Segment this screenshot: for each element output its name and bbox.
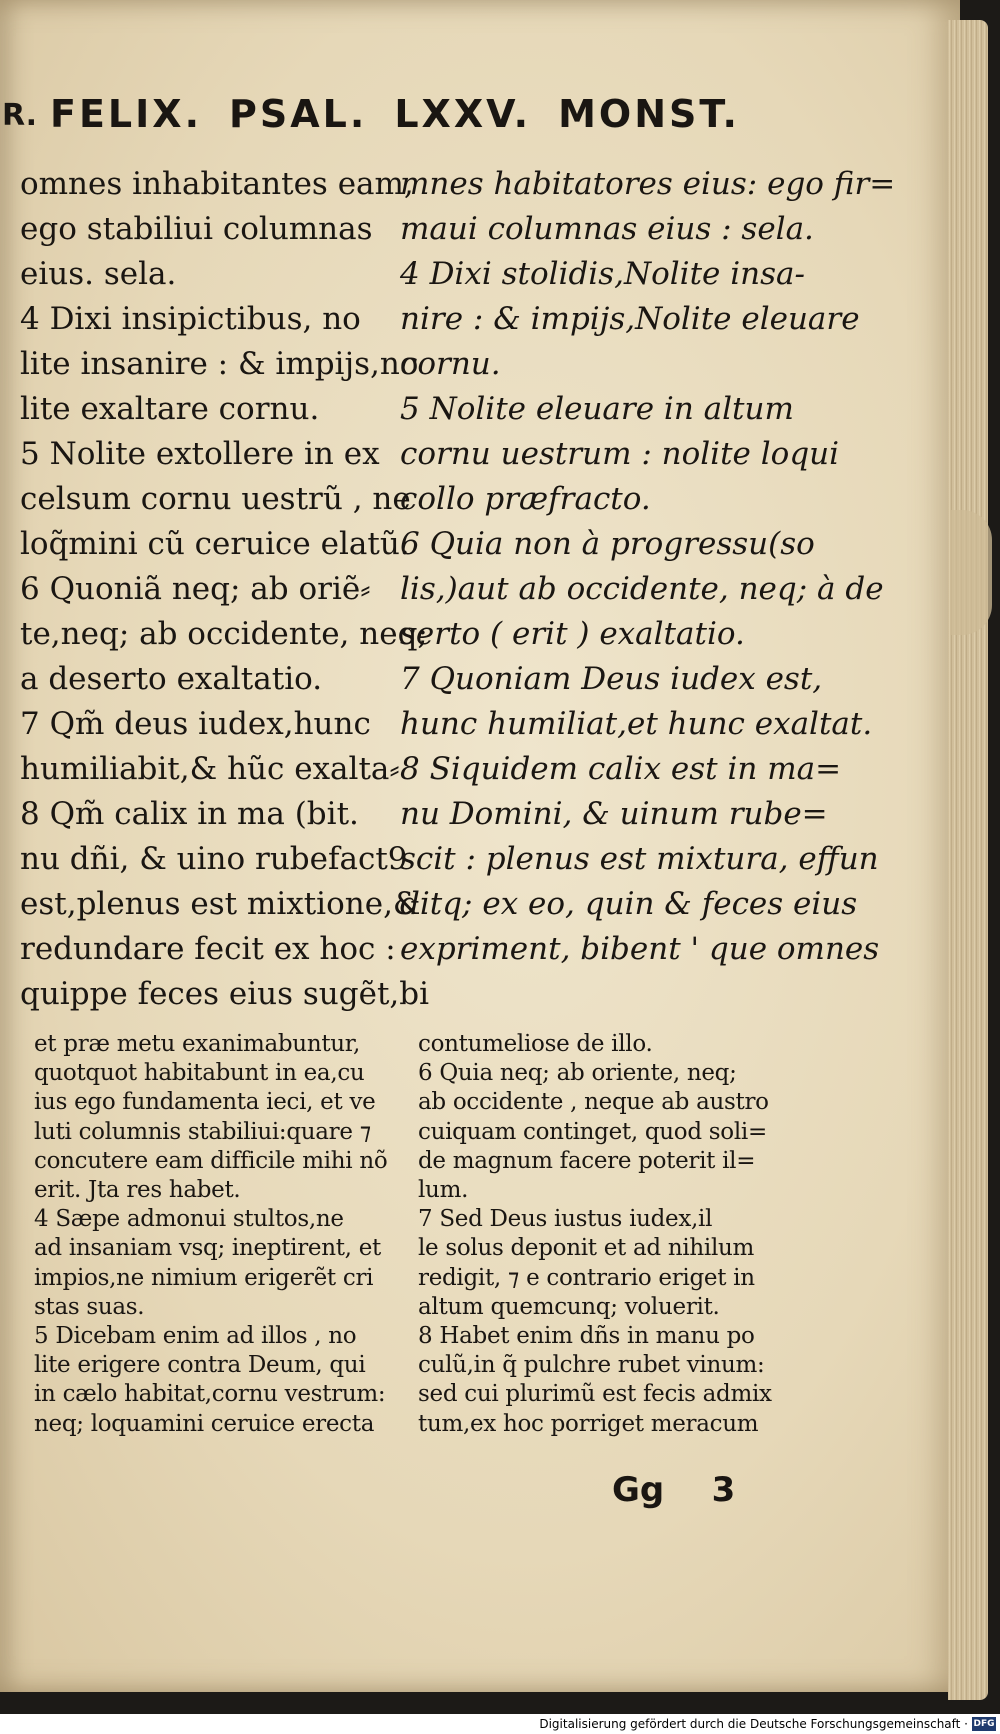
text-line: 7 Quoniam Deus iudex est, [400,661,823,697]
running-header [50,92,740,136]
text-line: erit. Jta res habet. [34,1177,241,1204]
text-line: 7 Sed Deus iustus iudex,il [418,1206,713,1233]
text-line: lite exaltare cornu. [20,391,320,427]
text-line: 4 Dixi stolidis,Nolite insa- [400,256,805,292]
text-line: 8 Qm̃ calix in ma (bit. [20,796,359,832]
text-line: lum. [418,1177,469,1204]
text-line: cuiquam continget, quod soli= [418,1118,767,1145]
text-line: impios,ne nimium erigerẽt cri [34,1264,374,1291]
text-line: le solus deponit et ad nihilum [418,1235,755,1262]
left-lower-column [34,1030,394,1439]
text-line: 5 Nolite extollere in ex [20,436,380,472]
text-line: 4 Dixi insipictibus, no [20,301,361,337]
text-line: de magnum facere poterit il= [418,1147,756,1174]
page-edge [948,20,988,1700]
text-line: 8 Habet enim dñs in manu po [418,1323,755,1350]
margin-fragment: R. [2,98,38,133]
right-lower-column [418,1030,818,1439]
text-line: luti columnis stabiliui:quare ⁊ [34,1118,371,1145]
text-line: 5 Dicebam enim ad illos , no [34,1323,357,1350]
header-item: FELIX. [50,92,203,136]
text-line: redundare fecit ex hoc : [20,931,396,967]
text-line: stas suas. [34,1293,145,1320]
text-line: nu Domini, & uinum rube= [400,796,828,832]
text-line: collo præfracto. [400,481,651,517]
text-line: 6 Quia neq; ab oriente, neq; [418,1060,737,1087]
text-line: ab occidente , neque ab austro [418,1089,769,1116]
text-line: cornu. [400,346,501,382]
text-line: omnes inhabitantes eam, [20,166,414,202]
header-item: LXXV. [394,92,532,136]
header-item: PSAL. [229,92,368,136]
text-line: 6 Quoniã neq; ab oriẽ⸗ [20,571,371,607]
text-line: ius ego fundamenta ieci, et ve [34,1089,376,1116]
text-line: concutere eam difficile mihi nõ [34,1147,388,1174]
text-line: celsum cornu uestrũ , ne [20,481,411,517]
text-line: serto ( erit ) exaltatio. [400,616,745,652]
text-line: est,plenus est mixtione,& [20,886,421,922]
text-line: loq̃mini cũ ceruice elatũ. [20,526,410,562]
text-line: quotquot habitabunt in ea,cu [34,1060,365,1087]
text-line: a deserto exaltatio. [20,661,323,697]
text-line: nu dñi, & uino rubefact9 [20,841,408,877]
signature-mark: Gg 3 [612,1470,736,1510]
text-line: sed cui plurimũ est fecis admix [418,1381,772,1408]
dfg-logo-icon: DFG [973,1719,995,1729]
text-line: lite insanire : & impijs,no [20,346,419,382]
text-line: scit : plenus est mixtura, effun [400,841,879,877]
text-line: 8 Siquidem calix est in ma= [400,751,842,787]
text-line: mnes habitatores eius: ego fir= [400,166,896,202]
text-line: nire : & impijs,Nolite eleuare [400,301,860,337]
text-line: ditq; ex eo, quin & feces eius [400,886,858,922]
text-line: 4 Sæpe admonui stultos,ne [34,1206,344,1233]
footer-bar [0,1714,1000,1734]
text-line: humiliabit,& hũc exalta⸗ [20,751,400,787]
text-line: et præ metu exanimabuntur, [34,1031,360,1057]
text-line: 6 Quia non à progressu(so [400,526,815,562]
header-item: MONST. [558,92,740,136]
text-line: 5 Nolite eleuare in altum [400,391,794,427]
text-line: te,neq; ab occidente, neq; [20,616,428,652]
text-line: culũ,in q̃ pulchre rubet vinum: [418,1352,765,1379]
text-line: altum quemcunq; voluerit. [418,1293,720,1320]
text-line: ego stabiliui columnas [20,211,373,247]
footer-credit: Digitalisierung gefördert durch die Deutsche Forschungsgemeinschaft · [539,1717,968,1731]
text-line: hunc humiliat,et hunc exaltat. [400,706,873,742]
text-line: 7 Qm̃ deus iudex,hunc [20,706,371,742]
text-line: neq; loquamini ceruice erecta [34,1410,375,1437]
text-line: redigit, ⁊ e contrario eriget in [418,1264,755,1291]
text-line: eius. sela. [20,256,177,292]
text-line: lite erigere contra Deum, qui [34,1352,366,1379]
text-line: lis,)aut ab occidente, neq; à de [400,571,884,607]
text-line: ad insaniam vsq; ineptirent, et [34,1235,381,1262]
book-clasp [950,510,992,635]
right-main-column [400,162,896,972]
text-line: cornu uestrum : nolite loqui [400,436,840,472]
text-line: maui columnas eius : sela. [400,211,814,247]
text-line: tum,ex hoc porriget meracum [418,1410,759,1437]
text-line: expriment, bibent ' que omnes [400,931,880,967]
left-main-column [20,162,430,1017]
text-line: quippe feces eius sugẽt,bi [20,976,430,1012]
text-line: contumeliose de illo. [418,1031,653,1057]
text-line: in cælo habitat,cornu vestrum: [34,1381,386,1408]
